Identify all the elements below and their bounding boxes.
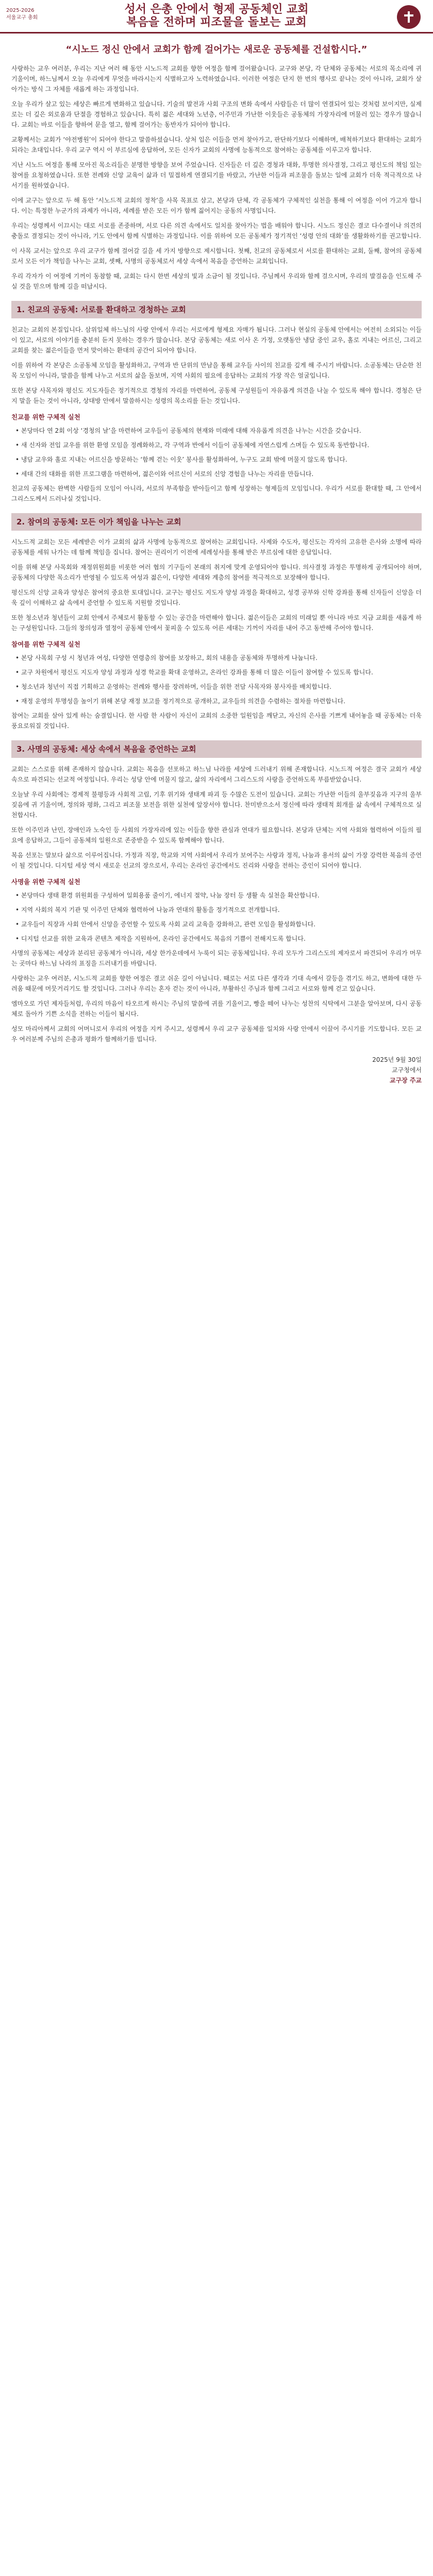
- section-paragraph: 친교는 교회의 본질입니다. 삼위일체 하느님의 사랑 안에서 우리는 서로에게 형제요 자매가 됩니다. 그러나 현실의 공동체 안에서는 여전히 소외되는 이들이 있고, 서로의 이야기를 충분히 듣지 못하는 경우가 많습니다. 본당 공동체는 새로 이사 온 가정, 오랫동안 냉담 중인 교우, 홀로 지내는 어르신, 그리고 교회를 찾는 젊은이들을 먼저 맞이하는 환대의 공간이 되어야 합니다.: [11, 326, 422, 354]
- signature-name: 교구장 주교: [389, 1077, 422, 1084]
- section-paragraph: 평신도의 신앙 교육과 양성은 참여의 중요한 토대입니다. 교구는 평신도 지도자 양성 과정을 확대하고, 성경 공부와 신학 강좌를 통해 신자들이 신앙을 더욱 깊이 이해하고 삶 속에서 증언할 수 있도록 지원할 것입니다.: [11, 589, 422, 606]
- intro-paragraph: 우리는 성령께서 이끄시는 대로 서로를 존중하며, 서로 다른 의견 속에서도 일치를 찾아가는 법을 배워야 합니다. 시노드 정신은 결코 다수결이나 의견의 충돌로 결정되는 것이 아니라, 기도 안에서 함께 식별하는 과정입니다. 이를 위하여 모든 공동체가 정기적인 ‘성령 안의 대화’를 생활화하기를 권고합니다.: [11, 222, 422, 240]
- conclusion-paragraph: 성모 마리아께서 교회의 어머니로서 우리의 여정을 지켜 주시고, 성령께서 우리 교구 공동체를 일치와 사랑 안에서 이끌어 주시기를 기도합니다. 모든 교우 여러분께 주님의 은총과 평화가 함께하기를 빕니다.: [11, 1025, 422, 1043]
- section-paragraph: 시노드적 교회는 모든 세례받은 이가 교회의 삶과 사명에 능동적으로 참여하는 교회입니다. 사제와 수도자, 평신도는 각자의 고유한 은사와 소명에 따라 공동체를 세워 나가는 데 함께 책임을 집니다. 참여는 권리이기 이전에 세례성사를 통해 받은 부르심에 대한 응답입니다.: [11, 538, 422, 556]
- section-paragraph: 이를 위하여 각 본당은 소공동체 모임을 활성화하고, 구역과 반 단위의 만남을 통해 교우들 사이의 친교를 깊게 해 주시기 바랍니다. 소공동체는 단순한 친목 모임이 아니라, 말씀을 함께 나누고 서로의 삶을 돌보며, 지역 사회의 필요에 응답하는 교회의 가장 작은 얼굴입니다.: [11, 362, 422, 379]
- header-title: [0, 3, 433, 29]
- intro-paragraph: 오늘 우리가 살고 있는 세상은 빠르게 변화하고 있습니다. 기술의 발전과 사회 구조의 변화 속에서 사람들은 더 많이 연결되어 있는 것처럼 보이지만, 실제로는 더 깊은 외로움과 단절을 경험하고 있습니다. 특히 젊은 세대와 노년층, 이주민과 가난한 이웃들은 공동체의 가장자리에 머물러 있는 경우가 많습니다. 교회는 바로 이들을 향하여 문을 열고, 함께 걸어가는 동반자가 되어야 합니다.: [11, 100, 422, 128]
- action-bullet: • 교우들이 직장과 사회 안에서 신앙을 증언할 수 있도록 사회 교리 교육을 강화하고, 관련 모임을 활성화합니다.: [15, 921, 315, 928]
- action-bullet: • 재정 운영의 투명성을 높이기 위해 본당 재정 보고를 정기적으로 공개하고, 교우들의 의견을 수렴하는 절차를 마련합니다.: [15, 698, 345, 705]
- header-date-line2: 서울교구 총회: [6, 15, 38, 21]
- section-closing: 참여는 교회를 살아 있게 하는 숨결입니다. 한 사람 한 사람이 자신이 교회의 소중한 일원임을 깨닫고, 자신의 은사를 기쁘게 내어놓을 때 공동체는 더욱 풍요로워질 것입니다.: [11, 712, 422, 730]
- section-paragraph: 이를 위해 본당 사목회와 재정위원회를 비롯한 여러 협의 기구들이 본래의 취지에 맞게 운영되어야 합니다. 의사결정 과정은 투명하게 공개되어야 하며, 공동체의 다양한 목소리가 반영될 수 있도록 여성과 젊은이, 다양한 세대와 계층의 참여를 적극적으로 보장해야 합니다.: [11, 564, 422, 581]
- action-bullet: • 청소년과 청년이 직접 기획하고 운영하는 전례와 행사를 장려하며, 이들을 위한 전담 사목자와 봉사자를 배치합니다.: [15, 683, 331, 690]
- signature-place: 교구청에서: [392, 1066, 422, 1074]
- action-bullet: • 디지털 선교를 위한 교육과 콘텐츠 제작을 지원하여, 온라인 공간에서도 복음의 기쁨이 전해지도록 합니다.: [15, 935, 306, 942]
- action-bullet: • 교구 차원에서 평신도 지도자 양성 과정과 성경 학교를 확대 운영하고, 온라인 강좌를 통해 더 많은 이들이 참여할 수 있도록 합니다.: [15, 669, 373, 676]
- signature-date: 2025년 9월 30일: [372, 1056, 422, 1063]
- intro-paragraph: 이 사목 교서는 앞으로 우리 교구가 함께 걸어갈 길을 세 가지 방향으로 제시합니다. 첫째, 친교의 공동체로서 서로를 환대하는 교회, 둘째, 참여의 공동체로서 모든 이가 책임을 나누는 교회, 셋째, 사명의 공동체로서 세상 속에서 복음을 증언하는 교회입니다.: [11, 247, 422, 265]
- cross-icon: [401, 9, 417, 25]
- intro-paragraph: 이에 교구는 앞으로 두 해 동안 ‘시노드적 교회의 정착’을 사목 목표로 삼고, 본당과 단체, 각 공동체가 구체적인 실천을 통해 이 여정을 이어 가고자 합니다. 이는 특정한 누군가의 과제가 아니라, 세례를 받은 모든 이가 함께 짊어지는 공동의 사명입니다.: [11, 197, 422, 214]
- diocese-logo-icon: [397, 5, 421, 29]
- action-bullet: • 냉담 교우와 홀로 지내는 어르신을 방문하는 ‘함께 걷는 이웃’ 봉사를 활성화하여, 누구도 교회 밖에 머물지 않도록 합니다.: [15, 456, 347, 463]
- section-subtitle: 참여를 위한 구체적 실천: [11, 640, 80, 648]
- action-bullet: • 본당마다 연 2회 이상 ‘경청의 날’을 마련하여 교우들이 공동체의 현재와 미래에 대해 자유롭게 의견을 나누는 시간을 갖습니다.: [15, 427, 361, 434]
- action-bullet: • 지역 사회의 복지 기관 및 이주민 단체와 협력하여 나눔과 연대의 활동을 정기적으로 전개합니다.: [15, 906, 280, 913]
- signature-block: [11, 1055, 422, 1086]
- section-paragraph: 또한 본당 사목자와 평신도 지도자들은 정기적으로 경청의 자리를 마련하여, 공동체 구성원들이 자유롭게 의견을 나눌 수 있도록 해야 합니다. 경청은 단지 말을 듣는 것이 아니라, 상대방 안에서 말씀하시는 성령의 목소리를 듣는 것입니다.: [11, 387, 422, 404]
- section-paragraph: 또한 청소년과 청년들이 교회 안에서 주체로서 활동할 수 있는 공간을 마련해야 합니다. 젊은이들은 교회의 미래일 뿐 아니라 바로 지금 교회를 새롭게 하는 구성원입니다. 그들의 창의성과 열정이 공동체 안에서 꽃피울 수 있도록 어른 세대는 기꺼이 자리를 내어 주고 동반해 주어야 합니다.: [11, 614, 422, 632]
- section-paragraph: 교회는 스스로를 위해 존재하지 않습니다. 교회는 복음을 선포하고 하느님 나라를 세상에 드러내기 위해 존재합니다. 시노드적 여정은 결국 교회가 세상 속으로 파견되는 선교적 여정입니다. 우리는 성당 안에 머물지 않고, 삶의 자리에서 그리스도의 사랑을 증언하도록 부름받았습니다.: [11, 766, 422, 783]
- section-paragraph: 오늘날 우리 사회에는 경제적 불평등과 사회적 고립, 기후 위기와 생태계 파괴 등 수많은 도전이 있습니다. 교회는 가난한 이들의 울부짖음과 지구의 울부짖음에 귀 기울이며, 정의와 평화, 그리고 피조물 보전을 위한 실천에 앞장서야 합니다. 찬미받으소서 정신에 따라 생태적 회개를 삶 속에서 구체적으로 실천합시다.: [11, 791, 422, 819]
- intro-paragraph: 교황께서는 교회가 ‘야전병원’이 되어야 한다고 말씀하셨습니다. 상처 입은 이들을 먼저 찾아가고, 판단하기보다 이해하며, 배척하기보다 환대하는 교회가 되라는 초대입니다. 우리 교구 역시 이 부르심에 응답하여, 모든 신자가 교회의 사명에 능동적으로 참여하는 공동체를 이루고자 합니다.: [11, 136, 422, 154]
- section-subtitle: 친교를 위한 구체적 실천: [11, 413, 80, 421]
- conclusion-paragraph: 엠마오로 가던 제자들처럼, 우리의 마음이 타오르게 하시는 주님의 말씀에 귀를 기울이고, 빵을 떼어 나누는 성찬의 식탁에서 그분을 알아보며, 다시 공동체로 돌아가 기쁜 소식을 전하는 이들이 됩시다.: [11, 1000, 422, 1018]
- letter-header: [0, 0, 433, 33]
- section-title: 3. 사명의 공동체: 세상 속에서 복음을 증언하는 교회: [11, 740, 422, 758]
- section-closing: 사명의 공동체는 세상과 분리된 공동체가 아니라, 세상 한가운데에서 누룩이 되는 공동체입니다. 우리 모두가 그리스도의 제자로서 파견되어 우리가 머무는 곳마다 하느님 나라의 표징을 드러내기를 바랍니다.: [11, 950, 422, 967]
- section-paragraph: 복음 선포는 말보다 삶으로 이루어집니다. 가정과 직장, 학교와 지역 사회에서 우리가 보여주는 사랑과 정직, 나눔과 용서의 삶이 가장 강력한 복음의 증언이 될 것입니다. 디지털 세상 역시 새로운 선교의 장으로서, 우리는 온라인 공간에서도 진리와 사랑을 전하는 증인이 되어야 합니다.: [11, 852, 422, 869]
- intro-paragraph: 지난 시노드 여정을 통해 모아진 목소리들은 분명한 방향을 보여 주었습니다. 신자들은 더 깊은 경청과 대화, 투명한 의사결정, 그리고 평신도의 책임 있는 참여를 요청하였습니다. 또한 전례와 신앙 교육이 삶과 더 밀접하게 연결되기를 바랐고, 가난한 이들과 피조물을 돌보는 일에 교회가 더욱 적극적으로 나서기를 원하였습니다.: [11, 161, 422, 189]
- header-title-line1: 성서 은총 안에서 형제 공동체인 교회: [124, 3, 309, 16]
- section-2: [11, 513, 422, 731]
- section-title: 1. 친교의 공동체: 서로를 환대하고 경청하는 교회: [11, 301, 422, 318]
- section-subtitle: 사명을 위한 구체적 실천: [11, 878, 80, 886]
- intro-paragraph: 사랑하는 교우 여러분, 우리는 지난 여러 해 동안 시노드적 교회를 향한 여정을 함께 걸어왔습니다. 교구와 본당, 각 단체와 공동체는 서로의 목소리에 귀 기울이며, 하느님께서 오늘 우리에게 무엇을 바라시는지 식별하고자 노력하였습니다. 이러한 여정은 단지 한 번의 행사로 끝나는 것이 아니라, 교회가 살아가는 방식 그 자체를 새롭게 하는 과정입니다.: [11, 65, 422, 93]
- action-bullet: • 본당마다 생태 환경 위원회를 구성하여 일회용품 줄이기, 에너지 절약, 나눔 장터 등 생활 속 실천을 확산합니다.: [15, 892, 320, 899]
- section-closing: 친교의 공동체는 완벽한 사람들의 모임이 아니라, 서로의 부족함을 받아들이고 함께 성장하는 형제들의 모임입니다. 우리가 서로를 환대할 때, 그 안에서 그리스도께서 드러나실 것입니다.: [11, 485, 422, 502]
- intro-paragraph: 우리 각자가 이 여정에 기꺼이 동참할 때, 교회는 다시 한번 세상의 빛과 소금이 될 것입니다. 주님께서 우리와 함께 걸으시며, 우리의 발걸음을 인도해 주실 것을 믿으며 함께 길을 떠납시다.: [11, 273, 422, 290]
- main-sections: [11, 301, 422, 969]
- action-bullet: • 새 신자와 전입 교우를 위한 환영 모임을 정례화하고, 각 구역과 반에서 이들이 공동체에 자연스럽게 스며들 수 있도록 동반합니다.: [15, 442, 370, 449]
- intro-section: [11, 63, 422, 292]
- action-bullet: • 본당 사목회 구성 시 청년과 여성, 다양한 연령층의 참여를 보장하고, 회의 내용을 공동체와 투명하게 나눕니다.: [15, 654, 318, 662]
- conclusion-paragraph: 사랑하는 교우 여러분, 시노드적 교회를 향한 여정은 결코 쉬운 길이 아닙니다. 때로는 서로 다른 생각과 기대 속에서 갈등을 겪기도 하고, 변화에 대한 두려움 때문에 머뭇거리기도 할 것입니다. 그러나 우리는 혼자 걷는 것이 아니라, 부활하신 주님과 함께 그리고 서로와 함께 걷고 있습니다.: [11, 975, 422, 992]
- action-bullet: • 세대 간의 대화를 위한 프로그램을 마련하여, 젊은이와 어르신이 서로의 신앙 경험을 나누는 자리를 만듭니다.: [15, 470, 314, 478]
- lead-quote: “시노드 정신 안에서 교회가 함께 걸어가는 새로운 공동체를 건설합시다.”: [65, 44, 368, 55]
- conclusion-section: [11, 973, 422, 1044]
- letter-body: [0, 33, 433, 1086]
- section-1: [11, 301, 422, 504]
- section-title: 2. 참여의 공동체: 모든 이가 책임을 나누는 교회: [11, 513, 422, 531]
- header-date-line1: 2025-2026: [6, 8, 35, 13]
- section-3: [11, 740, 422, 969]
- section-paragraph: 또한 이주민과 난민, 장애인과 노숙인 등 사회의 가장자리에 있는 이들을 향한 관심과 연대가 필요합니다. 본당과 단체는 지역 사회와 협력하여 이들의 필요에 응답하고, 그들이 공동체의 일원으로 존중받을 수 있도록 함께해야 합니다.: [11, 826, 422, 844]
- header-title-line2: 복음을 전하며 피조물을 돌보는 교회: [126, 16, 307, 29]
